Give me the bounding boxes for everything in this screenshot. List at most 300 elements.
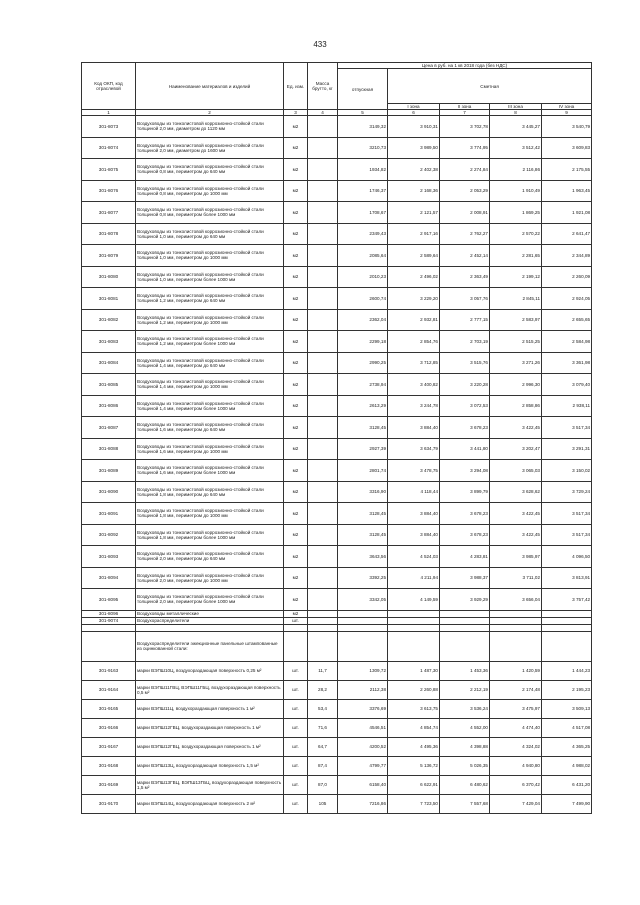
row-name: Воздуховоды из тонколистовой коррозионно-стойкой стали толщиной 1,8 мм, периметром до 1000 мм (136, 503, 284, 525)
row-price: 3 884,40 (388, 503, 440, 525)
row-price: 4546,51 (338, 718, 388, 737)
row-price: 3 244,78 (388, 395, 440, 417)
row-name: марки ВЭПШ14Ц, воздухораздающая поверхность 2 м² (136, 794, 284, 813)
row-name: Воздуховоды из тонколистовой коррозионно-стойкой стали толщиной 1,8 мм, периметром более 1000 мм (136, 524, 284, 546)
row-mass (308, 374, 338, 396)
table-row (82, 567, 592, 589)
row-price: 2349,43 (338, 223, 388, 245)
table-row (82, 202, 592, 224)
row-price: 2 655,65 (542, 309, 592, 331)
row-price: 2 116,86 (490, 159, 542, 181)
row-price: 3 884,40 (388, 524, 440, 546)
row-code: 301-9169 (82, 775, 136, 794)
row-mass: 87,4 (308, 756, 338, 775)
table-row (82, 617, 592, 624)
row-code: 301-8085 (82, 374, 136, 396)
row-price: 4 495,36 (388, 737, 440, 756)
col-index: 8 (490, 110, 542, 116)
row-price: 7216,86 (338, 794, 388, 813)
col-index: 3 (284, 110, 308, 116)
row-price: 6 622,91 (388, 775, 440, 794)
row-code: 301-9163 (82, 661, 136, 680)
group-heading: Воздухораспределители эжекционные панельные штампованные из оцинкованной стали: (136, 631, 284, 661)
row-price: 3 441,80 (440, 438, 490, 460)
row-name: Воздуховоды из тонколистовой коррозионно-стойкой стали толщиной 1,2 мм, периметром до 640 мм (136, 288, 284, 310)
row-price: 3 422,45 (490, 503, 542, 525)
row-price: 3 517,34 (542, 524, 592, 546)
header-zone-4: IV зона (542, 104, 592, 110)
row-price: 4 149,59 (388, 589, 440, 611)
row-price: 3 678,23 (440, 524, 490, 546)
row-mass (308, 116, 338, 138)
row-price: 1 910,49 (490, 180, 542, 202)
row-mass (308, 309, 338, 331)
row-code: 301-8090 (82, 481, 136, 503)
row-unit: шт. (284, 661, 308, 680)
row-code: 301-8073 (82, 116, 136, 138)
row-unit: м2 (284, 137, 308, 159)
row-price: 1309,72 (338, 661, 388, 680)
row-price: 2990,25 (338, 352, 388, 374)
row-price: 7 557,68 (440, 794, 490, 813)
row-empty (284, 631, 308, 661)
row-mass (308, 202, 338, 224)
table-row-group (82, 631, 592, 661)
row-price: 2112,38 (338, 680, 388, 699)
row-unit: шт. (284, 737, 308, 756)
table-row (82, 460, 592, 482)
row-code: 301-8086 (82, 395, 136, 417)
row-price: 1 921,08 (542, 202, 592, 224)
row-price: 3 910,31 (388, 116, 440, 138)
row-mass (308, 567, 338, 589)
row-unit: м2 (284, 417, 308, 439)
row-price: 3 929,29 (440, 589, 490, 611)
row-price: 3 478,75 (388, 460, 440, 482)
row-name: Воздуховоды металлические (136, 610, 284, 617)
row-price: 2 777,15 (440, 309, 490, 331)
row-unit: шт. (284, 718, 308, 737)
row-unit: м2 (284, 546, 308, 568)
row-price: 3 517,34 (542, 503, 592, 525)
row-code: 301-8077 (82, 202, 136, 224)
row-unit: шт. (284, 680, 308, 699)
table-row (82, 137, 592, 159)
row-price: 3 517,34 (542, 417, 592, 439)
row-price: 1708,67 (338, 202, 388, 224)
col-index: 6 (388, 110, 440, 116)
row-empty (308, 617, 338, 624)
row-price: 2738,94 (338, 374, 388, 396)
row-unit: м2 (284, 460, 308, 482)
table-row (82, 352, 592, 374)
row-code: 301-9074 (82, 617, 136, 624)
row-empty (388, 617, 440, 624)
row-price: 2600,74 (338, 288, 388, 310)
row-unit: м2 (284, 374, 308, 396)
row-name: Воздуховоды из тонколистовой коррозионно-стойкой стали толщиной 0,8 мм, периметром до 1000 мм (136, 180, 284, 202)
row-mass (308, 524, 338, 546)
row-price: 3342,05 (338, 589, 388, 611)
row-price: 4 854,74 (388, 718, 440, 737)
row-code: 301-9166 (82, 718, 136, 737)
row-name: марки ВЭПШ10Ц, воздухораздающая поверхность 0,25 м² (136, 661, 284, 680)
row-price: 2 260,88 (388, 680, 440, 699)
row-name: Воздуховоды из тонколистовой коррозионно-стойкой стали толщиной 1,6 мм, периметром до 1000 мм (136, 438, 284, 460)
row-price: 3 515,76 (440, 352, 490, 374)
row-price: 7 723,50 (388, 794, 440, 813)
header-unit: Ед. изм. (284, 63, 308, 110)
row-price: 2 344,89 (542, 245, 592, 267)
row-price: 4 552,00 (440, 718, 490, 737)
row-price: 1 869,25 (490, 202, 542, 224)
row-mass (308, 245, 338, 267)
row-name: Воздуховоды из тонколистовой коррозионно-стойкой стали толщиной 1,4 мм, периметром до 1000 мм (136, 374, 284, 396)
row-price: 4 940,80 (490, 756, 542, 775)
row-price: 2085,64 (338, 245, 388, 267)
row-price: 3210,73 (338, 137, 388, 159)
row-code: 301-9167 (82, 737, 136, 756)
table-row (82, 524, 592, 546)
table-row (82, 309, 592, 331)
header-code: Код ОКП, код отраслевой (82, 63, 136, 110)
row-price: 2 570,22 (490, 223, 542, 245)
row-mass (308, 180, 338, 202)
row-empty (440, 610, 490, 617)
row-price: 3 609,83 (542, 137, 592, 159)
row-mass (308, 589, 338, 611)
row-name: марки ВЭПШ12ГВЦ, воздухораздающая поверхность 1 м² (136, 737, 284, 756)
row-unit: м2 (284, 331, 308, 353)
row-price: 3 988,37 (440, 567, 490, 589)
row-price: 3 678,23 (440, 503, 490, 525)
table-row (82, 331, 592, 353)
row-price: 3 072,53 (440, 395, 490, 417)
row-price: 1934,82 (338, 159, 388, 181)
row-empty (542, 624, 592, 631)
row-price: 2 641,47 (542, 223, 592, 245)
row-name: марки ВЭПШ13ГВЦ, ВЭПШ13ГБЦ, воздухораздающая поверхность 1,5 м² (136, 775, 284, 794)
row-price: 2 260,09 (542, 266, 592, 288)
row-mass (308, 331, 338, 353)
row-unit: м2 (284, 266, 308, 288)
row-code: 301-8089 (82, 460, 136, 482)
row-price: 6 431,20 (542, 775, 592, 794)
row-price: 3 220,28 (440, 374, 490, 396)
row-code: 301-8078 (82, 223, 136, 245)
row-name: Воздуховоды из тонколистовой коррозионно-стойкой стали толщиной 2,0 мм, периметром более 1000 мм (136, 589, 284, 611)
row-name: марки ВЭПШ13Ц, воздухораздающая поверхность 1,5 м² (136, 756, 284, 775)
row-price: 4 096,50 (542, 546, 592, 568)
header-name: Наименование материалов и изделий (136, 63, 284, 110)
row-price: 4 517,08 (542, 718, 592, 737)
row-empty (308, 631, 338, 661)
row-empty (388, 624, 440, 631)
table-row (82, 180, 592, 202)
row-price: 3 985,97 (490, 546, 542, 568)
table-row (82, 159, 592, 181)
row-price: 2 053,29 (440, 180, 490, 202)
row-price: 4200,52 (338, 737, 388, 756)
row-price: 3 899,79 (440, 481, 490, 503)
row-price: 2 762,27 (440, 223, 490, 245)
table-row (82, 417, 592, 439)
row-price: 4 988,02 (542, 756, 592, 775)
row-price: 2 195,23 (542, 680, 592, 699)
row-price: 2299,18 (338, 331, 388, 353)
row-empty (82, 624, 136, 631)
col-index: 2 (136, 110, 284, 116)
row-mass: 28,2 (308, 680, 338, 699)
row-price: 3 613,75 (388, 699, 440, 718)
col-index: 9 (542, 110, 592, 116)
header-zone-3: III зона (490, 104, 542, 110)
row-empty (440, 617, 490, 624)
row-unit: м2 (284, 395, 308, 417)
row-unit: шт. (284, 617, 308, 624)
row-name: Воздухораспределители (136, 617, 284, 624)
col-index: 1 (82, 110, 136, 116)
row-price: 2 583,97 (490, 309, 542, 331)
row-price: 4 211,94 (388, 567, 440, 589)
row-price: 6 370,42 (490, 775, 542, 794)
row-price: 1746,37 (338, 180, 388, 202)
row-code: 301-8084 (82, 352, 136, 374)
table-row (82, 546, 592, 568)
row-mass (308, 288, 338, 310)
header-price-title: Цена в руб. на 1 кв 2018 года (без НДС) (338, 63, 592, 69)
row-mass: 53,4 (308, 699, 338, 718)
row-price: 2 938,11 (542, 395, 592, 417)
row-price: 3316,90 (338, 481, 388, 503)
row-price: 1 487,30 (388, 661, 440, 680)
row-price: 4 118,44 (388, 481, 440, 503)
row-price: 4 398,88 (440, 737, 490, 756)
row-empty (542, 617, 592, 624)
row-price: 3 702,78 (440, 116, 490, 138)
row-unit: шт. (284, 699, 308, 718)
row-price: 4799,77 (338, 756, 388, 775)
row-name: Воздуховоды из тонколистовой коррозионно-стойкой стали толщиной 1,2 мм, периметром до 1000 мм (136, 309, 284, 331)
row-price: 3 057,76 (440, 288, 490, 310)
header-zone-2: II зона (440, 104, 490, 110)
row-price: 3 422,45 (490, 524, 542, 546)
row-code: 301-8096 (82, 610, 136, 617)
row-empty (388, 631, 440, 661)
row-code: 301-8095 (82, 589, 136, 611)
row-empty (440, 624, 490, 631)
row-name: марки ВЭПШ11ГВЦ, ВЭПШ11ГБЦ, воздухораздающая поверхность 0,5 м² (136, 680, 284, 699)
table-row (82, 374, 592, 396)
header-mass: Масса брутто, кг (308, 63, 338, 110)
row-unit: м2 (284, 116, 308, 138)
row-name: Воздуховоды из тонколистовой коррозионно-стойкой стали толщиной 1,6 мм, периметром более 1000 мм (136, 460, 284, 482)
row-unit: м2 (284, 288, 308, 310)
row-price: 4 524,03 (388, 546, 440, 568)
row-name: Воздуховоды из тонколистовой коррозионно-стойкой стали толщиной 0,8 мм, периметром до 640 мм (136, 159, 284, 181)
row-price: 3 271,26 (490, 352, 542, 374)
table-row-blank (82, 624, 592, 631)
row-unit: м2 (284, 481, 308, 503)
row-unit: м2 (284, 589, 308, 611)
row-price: 3 445,27 (490, 116, 542, 138)
row-price: 2 996,30 (490, 374, 542, 396)
row-unit: м2 (284, 438, 308, 460)
row-price: 3128,45 (338, 417, 388, 439)
row-empty (542, 631, 592, 661)
row-mass (308, 159, 338, 181)
row-name: марки ВЭПШ12ГВЦ, воздухораздающая поверхность 1 м² (136, 718, 284, 737)
row-price: 3376,69 (338, 699, 388, 718)
row-name: марки ВЭПШ11Ц, воздухораздающая поверхность 1 м² (136, 699, 284, 718)
row-empty (490, 631, 542, 661)
table-row (82, 718, 592, 737)
row-price: 3 540,79 (542, 116, 592, 138)
row-code: 301-8092 (82, 524, 136, 546)
table-row (82, 503, 592, 525)
row-empty (338, 617, 388, 624)
row-name: Воздуховоды из тонколистовой коррозионно-стойкой стали толщиной 1,0 мм, периметром более 1000 мм (136, 266, 284, 288)
row-price: 2927,39 (338, 438, 388, 460)
row-price: 2 496,02 (388, 266, 440, 288)
header-smetnaya: Сметная (388, 69, 592, 104)
row-price: 4 474,40 (490, 718, 542, 737)
row-empty (136, 624, 284, 631)
row-code: 301-8091 (82, 503, 136, 525)
row-price: 2 199,12 (490, 266, 542, 288)
row-price: 3 813,91 (542, 567, 592, 589)
row-price: 3 509,13 (542, 699, 592, 718)
row-code: 301-8088 (82, 438, 136, 460)
row-unit: м2 (284, 202, 308, 224)
row-price: 2362,04 (338, 309, 388, 331)
row-price: 3149,32 (338, 116, 388, 138)
row-empty (308, 610, 338, 617)
row-mass (308, 137, 338, 159)
row-price: 2 515,25 (490, 331, 542, 353)
table-row (82, 245, 592, 267)
row-price: 3 628,62 (490, 481, 542, 503)
table-row (82, 680, 592, 699)
row-mass (308, 266, 338, 288)
row-price: 3 422,45 (490, 417, 542, 439)
row-price: 3128,45 (338, 524, 388, 546)
row-unit: м2 (284, 223, 308, 245)
row-price: 2 212,19 (440, 680, 490, 699)
row-price: 3 065,03 (490, 460, 542, 482)
row-empty (490, 624, 542, 631)
row-price: 2 175,55 (542, 159, 592, 181)
col-index: 4 (308, 110, 338, 116)
row-unit: шт. (284, 794, 308, 813)
table-row (82, 610, 592, 617)
row-price: 3 774,95 (440, 137, 490, 159)
table-row (82, 775, 592, 794)
row-price: 6 480,62 (440, 775, 490, 794)
page-number: 433 (313, 40, 327, 49)
row-name: Воздуховоды из тонколистовой коррозионно-стойкой стали толщиной 1,6 мм, периметром до 640 мм (136, 417, 284, 439)
row-price: 2 589,64 (388, 245, 440, 267)
row-price: 4 283,81 (440, 546, 490, 568)
row-price: 2 452,14 (440, 245, 490, 267)
row-name: Воздуховоды из тонколистовой коррозионно-стойкой стали толщиной 2,0 мм, диаметром до 1120 мм (136, 116, 284, 138)
row-unit: шт. (284, 756, 308, 775)
row-code: 301-8076 (82, 180, 136, 202)
row-price: 3 512,42 (490, 137, 542, 159)
row-price: 3 711,02 (490, 567, 542, 589)
row-name: Воздуховоды из тонколистовой коррозионно-стойкой стали толщиной 1,2 мм, периметром более 1000 мм (136, 331, 284, 353)
row-price: 3 712,85 (388, 352, 440, 374)
row-price: 1 444,23 (542, 661, 592, 680)
table-row (82, 438, 592, 460)
row-mass (308, 460, 338, 482)
row-unit: шт. (284, 775, 308, 794)
table-row (82, 756, 592, 775)
row-name: Воздуховоды из тонколистовой коррозионно-стойкой стали толщиной 2,0 мм, периметром до 1000 мм (136, 567, 284, 589)
row-price: 3 400,82 (388, 374, 440, 396)
row-unit: м2 (284, 352, 308, 374)
row-unit: м2 (284, 309, 308, 331)
row-price: 2 168,36 (388, 180, 440, 202)
row-price: 1 420,59 (490, 661, 542, 680)
row-price: 3 229,20 (388, 288, 440, 310)
header-otpusk: отпускная (338, 69, 388, 110)
table-row (82, 589, 592, 611)
row-price: 2 274,84 (440, 159, 490, 181)
table-row (82, 223, 592, 245)
row-price: 3 294,08 (440, 460, 490, 482)
row-price: 5 026,35 (440, 756, 490, 775)
table-row (82, 737, 592, 756)
row-price: 2010,23 (338, 266, 388, 288)
row-unit: м2 (284, 245, 308, 267)
row-code: 301-8083 (82, 331, 136, 353)
row-mass (308, 546, 338, 568)
row-code: 301-9165 (82, 699, 136, 718)
row-mass (308, 395, 338, 417)
row-price: 1 453,36 (440, 661, 490, 680)
row-code: 301-8079 (82, 245, 136, 267)
row-mass (308, 352, 338, 374)
row-price: 3643,56 (338, 546, 388, 568)
row-mass (308, 481, 338, 503)
row-price: 2 174,48 (490, 680, 542, 699)
header-zone-1: I зона (388, 104, 440, 110)
row-price: 2 703,19 (440, 331, 490, 353)
row-code: 301-8075 (82, 159, 136, 181)
row-unit: м2 (284, 180, 308, 202)
row-code: 301-8080 (82, 266, 136, 288)
row-price: 4 365,25 (542, 737, 592, 756)
row-price: 2 917,16 (388, 223, 440, 245)
row-price: 3 536,24 (440, 699, 490, 718)
row-price: 2801,74 (338, 460, 388, 482)
row-unit: м2 (284, 567, 308, 589)
table-row (82, 481, 592, 503)
row-name: Воздуховоды из тонколистовой коррозионно-стойкой стали толщиной 1,4 мм, периметром более 1000 мм (136, 395, 284, 417)
row-unit: м2 (284, 503, 308, 525)
row-mass (308, 438, 338, 460)
row-price: 2 584,98 (542, 331, 592, 353)
row-price: 5 136,72 (388, 756, 440, 775)
col-index: 5 (338, 110, 388, 116)
row-price: 3 202,47 (490, 438, 542, 460)
row-mass: 87,0 (308, 775, 338, 794)
row-price: 3 884,40 (388, 417, 440, 439)
row-name: Воздуховоды из тонколистовой коррозионно-стойкой стали толщиной 2,0 мм, периметром до 640 мм (136, 546, 284, 568)
table-row (82, 794, 592, 813)
row-code: 301-9170 (82, 794, 136, 813)
